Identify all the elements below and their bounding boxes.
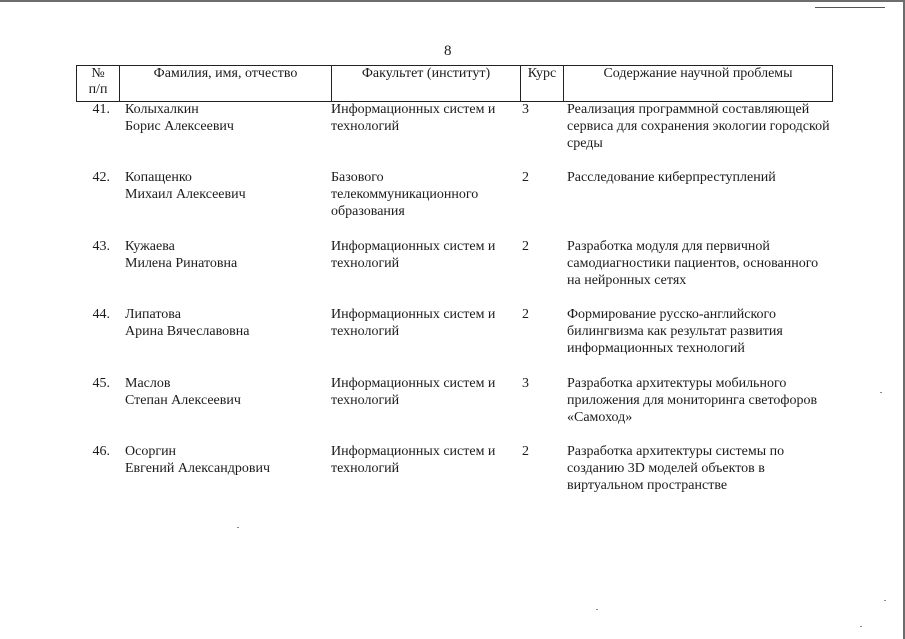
table-header xyxy=(76,65,833,102)
header-course: Курс xyxy=(521,66,564,102)
faculty: Информационных систем и технологий xyxy=(331,239,496,271)
research-topic: Разработка архитектуры системы по созданию 3D моделей объектов в виртуальном пространстве xyxy=(567,444,785,493)
header-number xyxy=(77,66,120,102)
header-number-abbr: п/п xyxy=(88,82,108,97)
student-name xyxy=(125,375,325,409)
header-topic: Содержание научной проблемы xyxy=(564,66,833,102)
student-name xyxy=(125,238,325,272)
research-topic: Расследование киберпреступлений xyxy=(567,170,776,185)
header-faculty: Факультет (институт) xyxy=(332,66,521,102)
row-number: 46. xyxy=(92,444,110,459)
student-name xyxy=(125,443,325,477)
faculty: Информационных систем и технологий xyxy=(331,376,496,408)
course: 2 xyxy=(522,307,529,322)
row-number: 42. xyxy=(92,170,110,185)
research-topic: Разработка модуля для первичной самодиагностики пациентов, основанного на нейронных сетях xyxy=(567,239,819,288)
course: 2 xyxy=(522,444,529,459)
student-given-names: Борис Алексеевич xyxy=(125,119,234,134)
scan-speck xyxy=(880,392,882,393)
faculty: Информационных систем и технологий xyxy=(331,444,496,476)
faculty: Базового телекоммуникационного образования xyxy=(331,170,479,219)
scan-speck xyxy=(860,626,862,627)
student-given-names: Евгений Александрович xyxy=(125,461,271,476)
row-number: 43. xyxy=(92,239,110,254)
student-surname: Липатова xyxy=(125,307,181,322)
course: 3 xyxy=(522,376,529,391)
faculty: Информационных систем и технологий xyxy=(331,102,496,134)
research-topic: Формирование русско-английского билингвизма как результат развития информационных технологий xyxy=(567,307,783,356)
student-given-names: Милена Ринатовна xyxy=(125,256,238,271)
student-surname: Копащенко xyxy=(125,170,192,185)
row-number: 41. xyxy=(92,102,110,117)
research-topic: Реализация программной составляющей сервиса для сохранения экологии городской среды xyxy=(567,102,830,151)
header-number-symbol: № xyxy=(91,66,105,81)
student-surname: Маслов xyxy=(125,376,171,391)
student-surname: Колыхалкин xyxy=(125,102,199,117)
student-given-names: Степан Алексеевич xyxy=(125,393,241,408)
research-topic: Разработка архитектуры мобильного приложения для мониторинга светофоров «Самоход» xyxy=(567,376,818,425)
student-surname: Кужаева xyxy=(125,239,175,254)
page-border-top xyxy=(0,0,905,2)
scan-speck xyxy=(596,609,598,610)
scan-speck xyxy=(884,600,886,601)
scan-speck xyxy=(237,527,239,528)
student-given-names: Михаил Алексеевич xyxy=(125,187,246,202)
student-name xyxy=(125,101,325,135)
faculty: Информационных систем и технологий xyxy=(331,307,496,339)
row-number: 45. xyxy=(92,376,110,391)
student-given-names: Арина Вячеславовна xyxy=(125,324,250,339)
student-name xyxy=(125,306,325,340)
student-name xyxy=(125,169,325,203)
header-name: Фамилия, имя, отчество xyxy=(120,66,332,102)
course: 3 xyxy=(522,102,529,117)
page-number: 8 xyxy=(444,43,452,59)
course: 2 xyxy=(522,170,529,185)
student-surname: Осоргин xyxy=(125,444,177,459)
row-number: 44. xyxy=(92,307,110,322)
course: 2 xyxy=(522,239,529,254)
scan-corner-mark xyxy=(815,7,885,8)
